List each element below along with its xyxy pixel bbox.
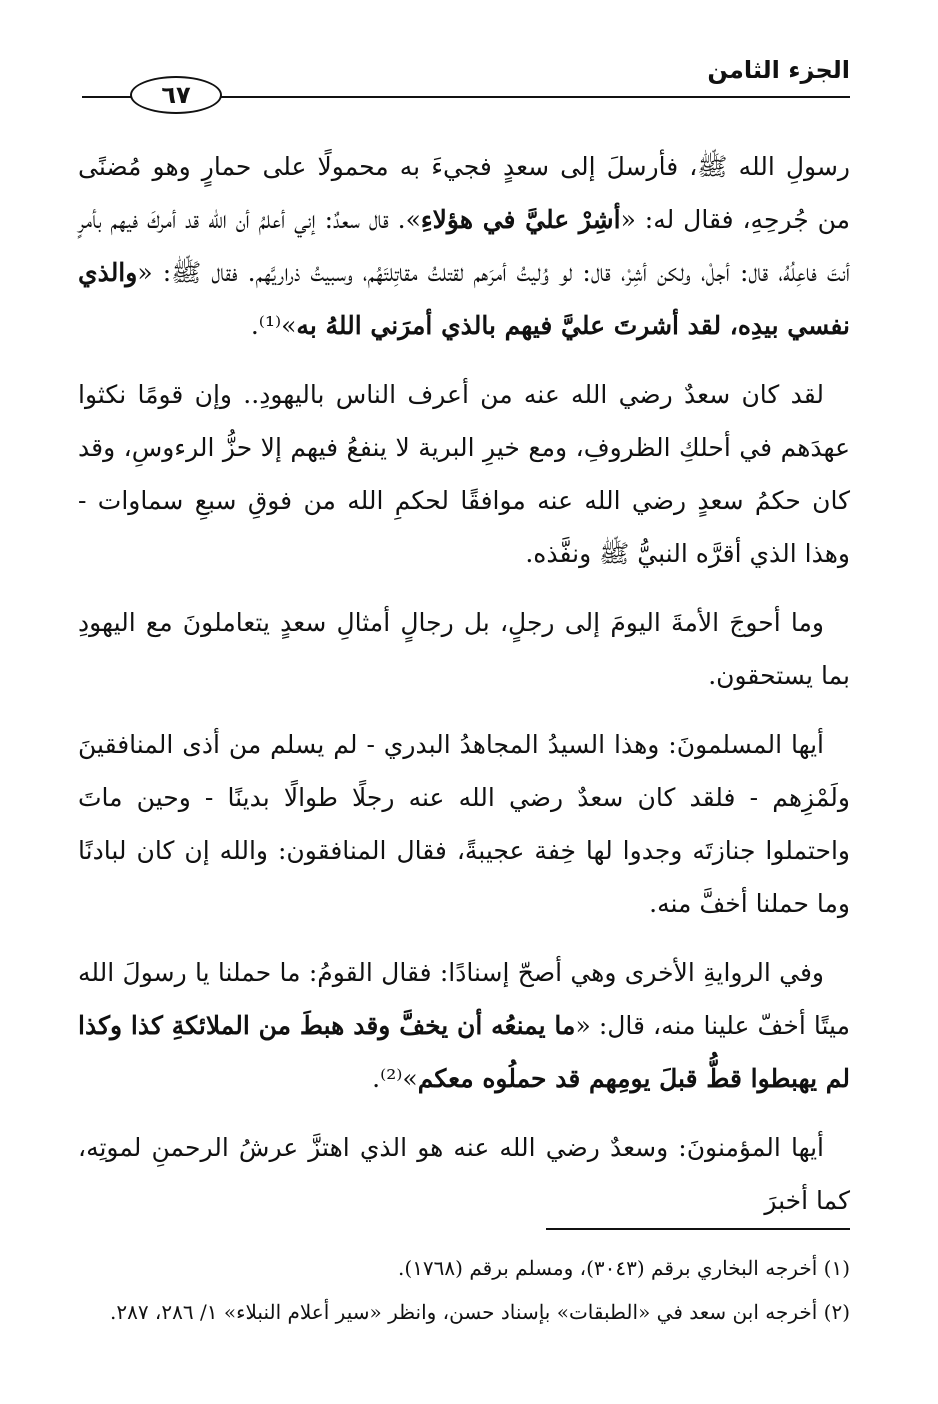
footnote-2: (٢) أخرجه ابن سعد في «الطبقات» بإسناد حسن، وانظر «سير أعلام النبلاء» ١/ ٢٨٦، ٢٨٧. — [109, 1300, 850, 1324]
text-run: أيها المؤمنونَ: وسعدٌ رضي الله عنه هو الذي اهتزَّ عرشُ الرحمنِ لموتِه، كما أخبرَ — [78, 1133, 850, 1215]
text-run: رسولِ الله ﷺ، فأرسلَ إلى سعدٍ فجيءَ به محمولًا على حمارٍ وهو مُضنًى من جُرحِهِ، فقال له: « — [78, 152, 850, 234]
text-run: لقد كان سعدٌ رضي الله عنه من أعرف الناس باليهودِ.. وإن قومًا نكثوا عهدَهم في أحلكِ الظروفِ، ومع خيرِ البرية لا ينفعُ فيهم إلا حزُّ الرءوسِ، وقد كان حكمُ سعدٍ رضي الله عنه موافقًا لحكمِ الله من فوقِ سبعِ سماوات - وهذا الذي أقرَّه النبيُّ ﷺ ونفَّذه. — [78, 380, 850, 568]
paragraph-1 — [78, 140, 850, 352]
footnote-rule — [546, 1228, 850, 1230]
page-number: ٦٧ — [161, 81, 191, 109]
bold-quote: والذي نفسي بيدِه، لقد أشرتَ عليَّ فيهم بالذي أمرَني اللهُ به — [78, 258, 850, 340]
paragraph-4 — [78, 718, 850, 930]
text-run: »⁽²⁾. — [372, 1064, 418, 1093]
text-run: »⁽¹⁾. — [250, 311, 297, 340]
paragraph-5 — [78, 946, 850, 1105]
footnote-1: (١) أخرجه البخاري برقم (٣٠٤٣)، ومسلم برقم (١٧٦٨). — [398, 1256, 850, 1280]
text-run: ». قال سعدٌ: إني أعلمُ أن الله قد أمركَ فيهم بأمرٍ أنتَ فاعِلُهُ، قال: أجلْ، ولكن أشِرْ، قال: لو وُليتُ أمرَهم لقتلتُ مقاتِلتَهُم، وسبيتُ ذراريَّهم. فقال ﷺ: « — [78, 205, 850, 287]
text-run: أيها المسلمونَ: وهذا السيدُ المجاهدُ البدري - لم يسلم من أذى المنافقينَ ولَمْزِهم - فلقد كان سعدٌ رضي الله عنه رجلًا طوالًا بدينًا - وحين ماتَ واحتملوا جنازتَه وجدوا لها خِفة عجيبةً، فقال المنافقون: والله إن كان لبادنًا وما حملنا أخفَّ منه. — [78, 730, 850, 918]
main-text — [78, 140, 850, 1243]
paragraph-2 — [78, 368, 850, 580]
paragraph-6 — [78, 1121, 850, 1227]
running-header-title: الجزء الثامن — [707, 56, 850, 84]
footnotes — [78, 1246, 850, 1334]
paragraph-3 — [78, 596, 850, 702]
bold-quote: ما يمنعُه أن يخفَّ وقد هبطَ من الملائكةِ كذا وكذا لم يهبطوا قطُّ قبلَ يومِهم قد حملُوه معكم — [78, 1011, 850, 1093]
bold-quote: أشِرْ عليَّ في هؤلاءِ — [420, 205, 621, 234]
text-run: وفي الروايةِ الأخرى وهي أصحّ إسنادًا: فقال القومُ: ما حملنا يا رسولَ الله ميتًا أخفّ علينا منه، قال: « — [78, 958, 850, 1040]
text-run: وما أحوجَ الأمةَ اليومَ إلى رجلٍ، بل رجالٍ أمثالِ سعدٍ يتعاملونَ مع اليهودِ بما يستحقون. — [78, 608, 850, 690]
page-number-badge — [130, 76, 222, 114]
